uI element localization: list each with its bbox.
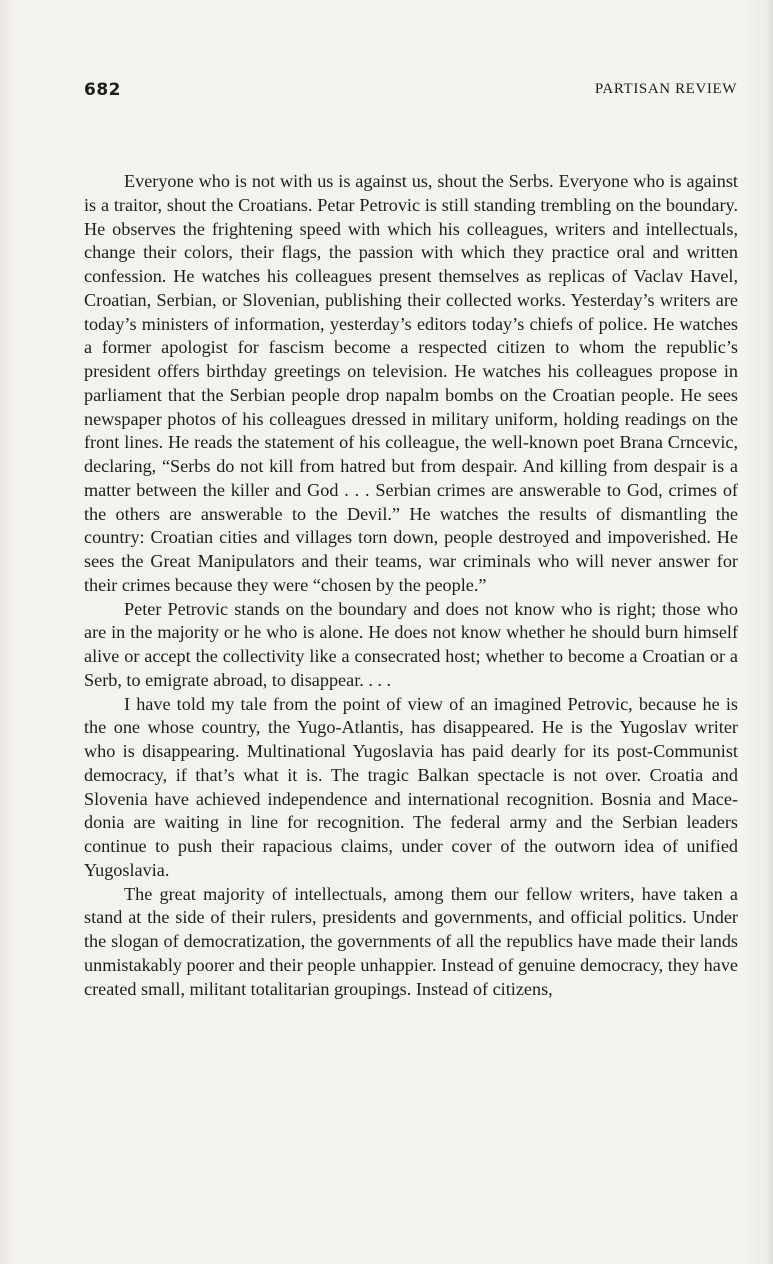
page-header: [84, 80, 737, 102]
page-edge-shadow: [767, 0, 773, 1264]
paragraph-2: Peter Petrovic stands on the boundary and does not know who is right; those who are in the majority or he who is alone. He does not know whether he should burn himself alive or accept the collectivity like a consecrated host; whether to become a Croatian or a Serb, to emigrate abroad, to disappear. . . .: [84, 598, 738, 690]
paragraph-3: I have told my tale from the point of view of an imagined Petrovic, because he is the one whose country, the Yugo-Atlantis, has disappeared. He is the Yugoslav writer who is disappearing. Multinational Yugoslavia has paid dearly for its post-Communist democracy, if that’s what it is. The tragic Balkan spectacle is not over. Croatia and Slovenia have achieved independence and international recognition. Bosnia and Macedonia are waiting in line for recognition. The federal army and the Serbian leaders continue to push their rapacious claims, under cover of the outworn idea of unified Yugoslavia.: [84, 693, 738, 880]
running-head: PARTISAN REVIEW: [594, 81, 737, 97]
paragraph-1: Everyone who is not with us is against us, shout the Serbs. Everyone who is against is a traitor, shout the Croatians. Petar Petrovic is still standing trembling on the boundary. He observes the frightening speed with which his colleagues, writers and intellectuals, change their colors, their flags, the passion with which they practice oral and written confession. He watches his colleagues present themselves as replicas of Vaclav Havel, Croatian, Serbian, or Slovenian, publishing their collected works. Yesterday’s writers are today’s ministers of information, yesterday’s editors today’s chiefs of police. He watches a former apologist for fascism become a respected citizen to whom the republic’s president offers birthday greetings on television. He watches his colleagues propose in parliament that the Serbian people drop napalm bombs on the Croatian people. He sees newspaper photos of his colleagues dressed in military uniform, holding readings on the front lines. He reads the statement of his colleague, the well-known poet Brana Crncevic, declaring, “Serbs do not kill from hatred but from despair. And killing from despair is a matter between the killer and God . . . Serbian crimes are answerable to God, crimes of the others are answerable to the Devil.” He watches the results of dismantling the country: Croatian cities and villages torn down, people destroyed and impoverished. He sees the Great Manipulators and their teams, war criminals who will never answer for their crimes because they were “chosen by the people.”: [84, 171, 738, 595]
paragraph-4: The great majority of intellectuals, among them our fellow writers, have taken a stand at the side of their rulers, presidents and governments, and official politics. Under the slogan of democratization, the governments of all the republics have made their lands unmistakably poorer and their people unhappier. Instead of genuine democracy, they have created small, militant totalitarian groupings. Instead of citizens,: [84, 883, 738, 999]
page-number: 682: [84, 80, 121, 100]
body-text: [84, 170, 738, 1001]
